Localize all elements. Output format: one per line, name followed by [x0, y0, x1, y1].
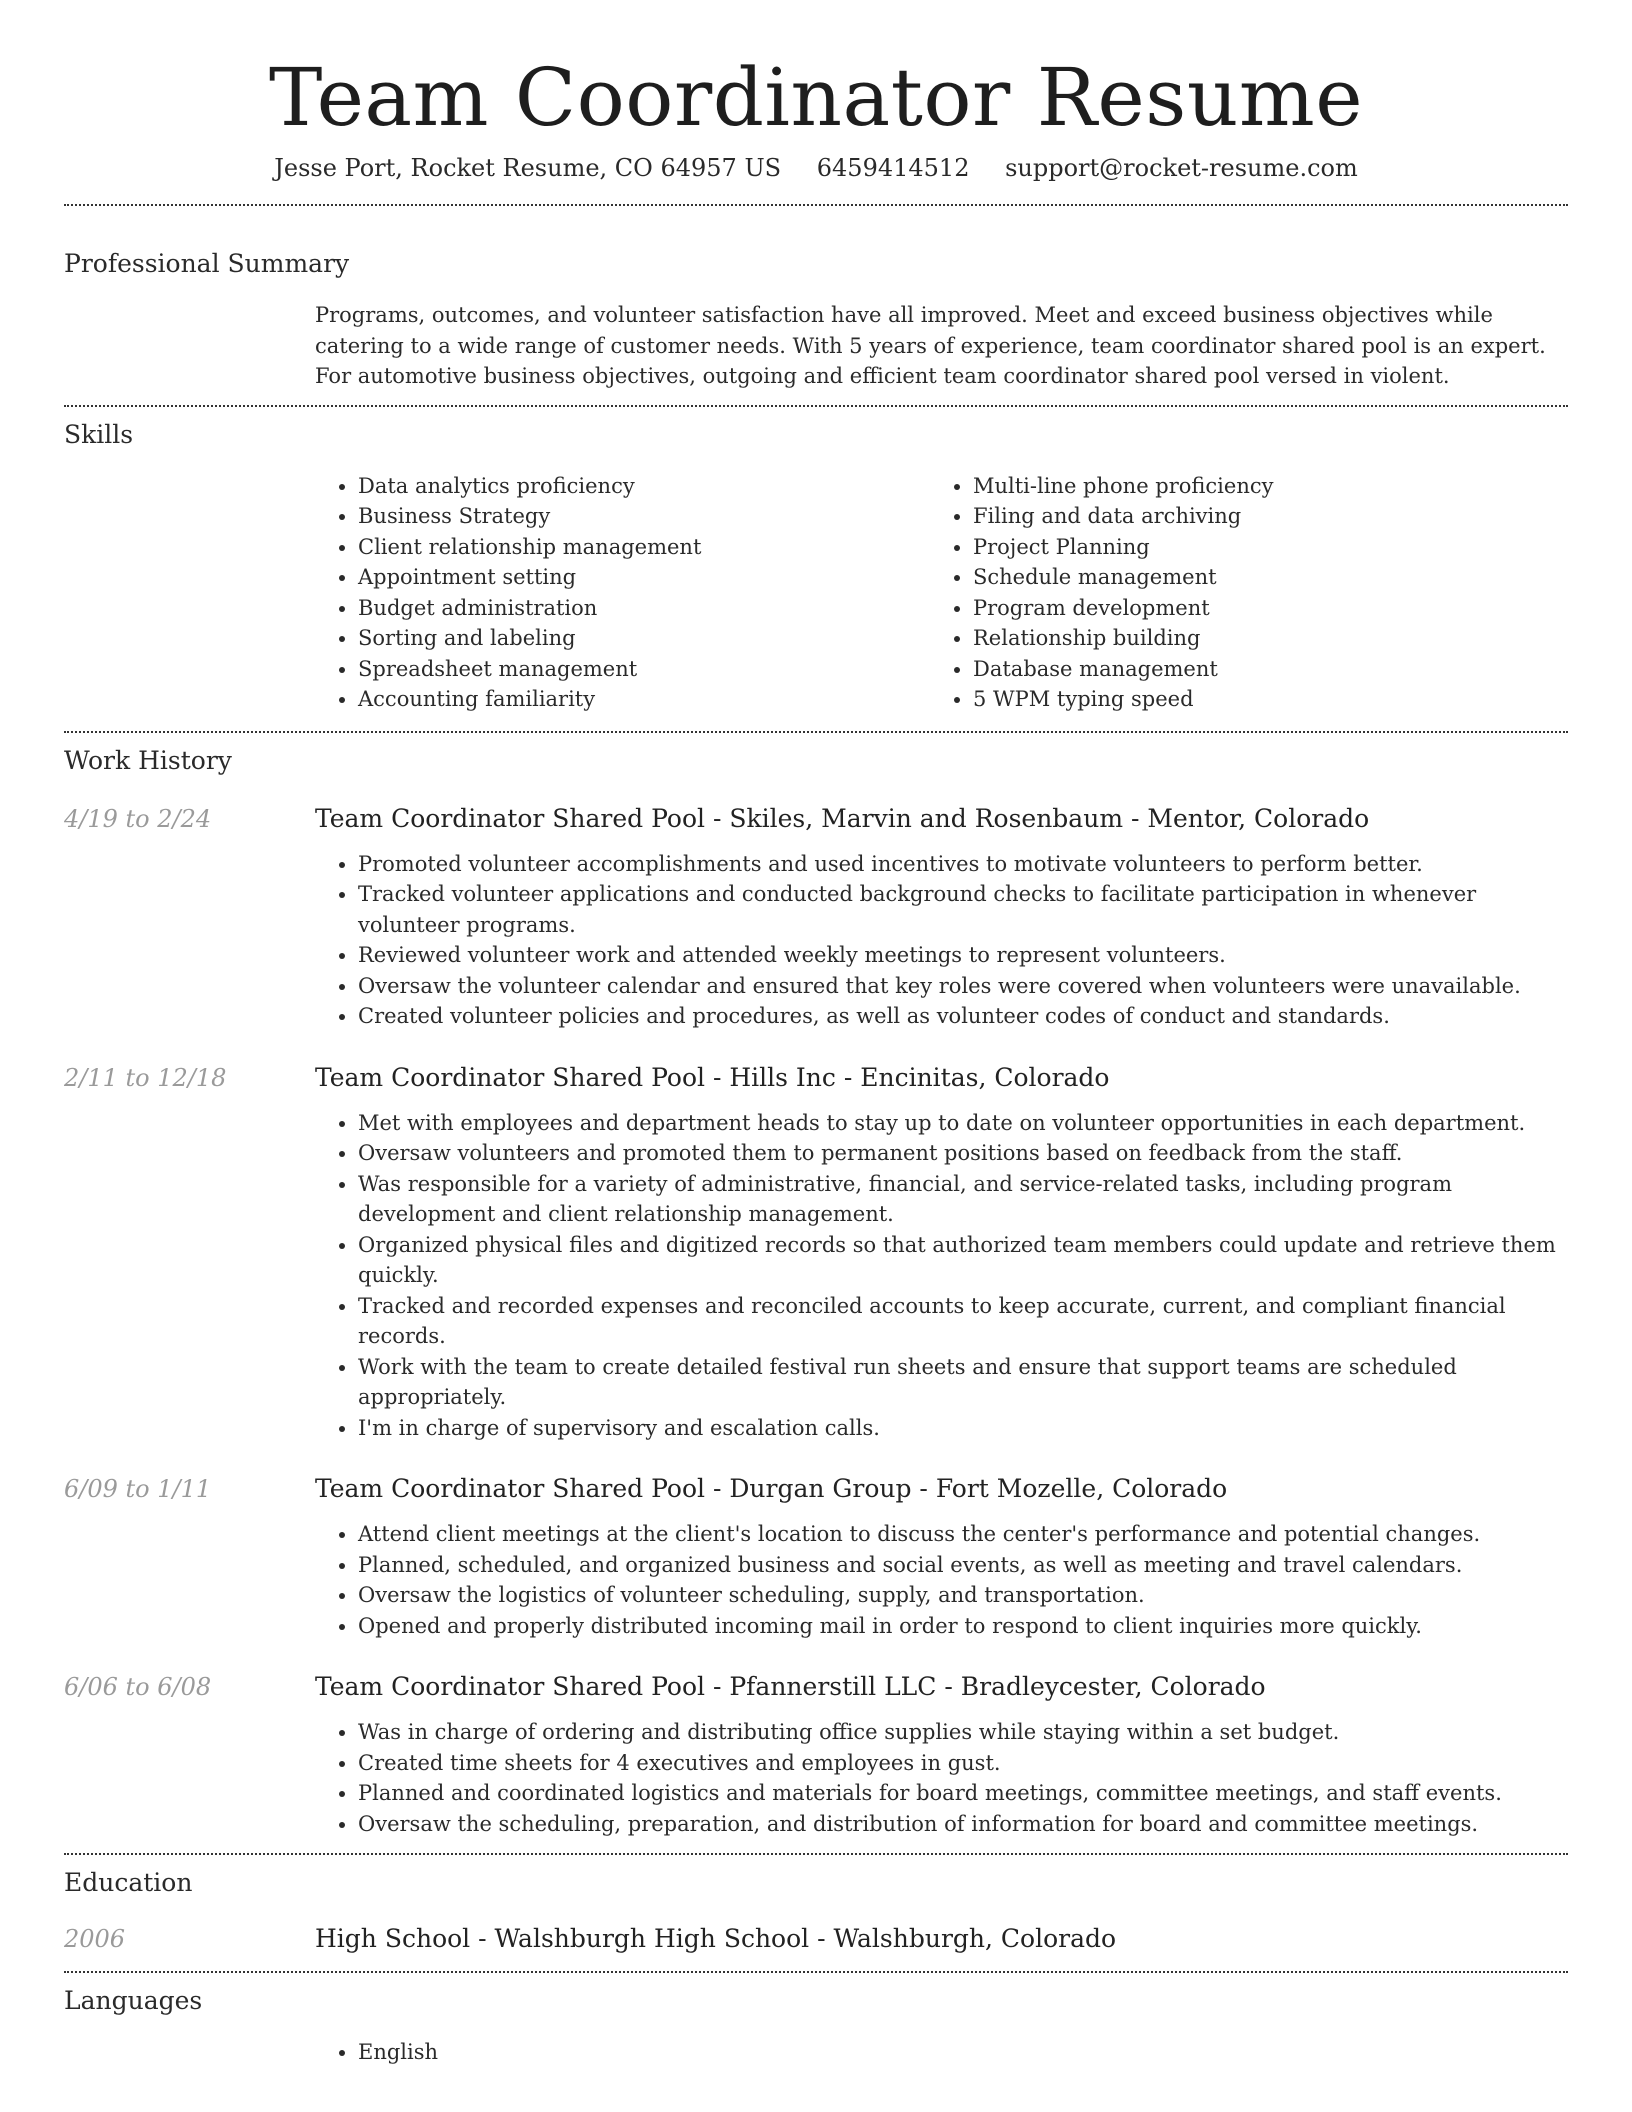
page-title: Team Coordinator Resume: [268, 51, 1364, 144]
job-bullet: • Oversaw volunteers and promoted them to permanent positions based on feedback from the staff.: [358, 1138, 1568, 1169]
skill-item: • Database management: [973, 654, 1545, 685]
divider: [64, 1971, 1568, 1973]
divider: [64, 731, 1568, 733]
job-heading: Team Coordinator Shared Pool - Skiles, Marvin and Rosenbaum - Mentor, Colorado: [315, 803, 1370, 833]
job-heading: Team Coordinator Shared Pool - Hills Inc - Encinitas, Colorado: [315, 1062, 1110, 1092]
job-entry: [64, 1060, 1568, 1444]
job-bullet: • Planned, scheduled, and organized business and social events, as well as meeting and travel calendars.: [358, 1550, 1568, 1581]
job-bullets: [315, 1519, 1568, 1641]
section-title-work: Work History: [64, 745, 232, 775]
divider: [64, 1853, 1568, 1855]
divider: [64, 405, 1568, 407]
language-item: • English: [358, 2037, 1568, 2068]
job-bullet: • Promoted volunteer accomplishments and used incentives to motivate volunteers to perform better.: [358, 849, 1568, 880]
job-entry: [64, 801, 1568, 1032]
job-dates: 6/06 to 6/08: [64, 1673, 212, 1701]
skill-item: • Budget administration: [358, 593, 930, 624]
contact-phone: 6459414512: [816, 154, 970, 182]
job-dates: 6/09 to 1/11: [64, 1475, 212, 1503]
skill-item: • Client relationship management: [358, 532, 930, 563]
languages-section: [64, 1983, 1568, 2068]
job-bullet: • I'm in charge of supervisory and escalation calls.: [358, 1413, 1568, 1444]
skills-section: [64, 417, 1568, 715]
skills-column-right: [930, 471, 1545, 715]
skill-item: • Schedule management: [973, 562, 1545, 593]
job-heading: Team Coordinator Shared Pool - Durgan Group - Fort Mozelle, Colorado: [315, 1474, 1228, 1503]
job-dates: 2/11 to 12/18: [64, 1063, 227, 1092]
job-bullet: • Met with employees and department heads to stay up to date on volunteer opportunities in each department.: [358, 1108, 1568, 1139]
job-bullet: • Was in charge of ordering and distributing office supplies while staying within a set budget.: [358, 1717, 1568, 1748]
summary-section: [64, 246, 1568, 392]
job-bullet: • Created time sheets for 4 executives and employees in gust.: [358, 1748, 1568, 1779]
skill-item: • Accounting familiarity: [358, 684, 930, 715]
skill-item: • Sorting and labeling: [358, 623, 930, 654]
contact-address: Jesse Port, Rocket Resume, CO 64957 US: [274, 154, 782, 182]
job-dates: 4/19 to 2/24: [64, 804, 212, 833]
job-bullets: [315, 1717, 1568, 1839]
section-title-skills: Skills: [64, 419, 134, 449]
job-bullets: [315, 1108, 1568, 1444]
job-entry: [64, 1471, 1568, 1641]
job-bullet: • Planned and coordinated logistics and materials for board meetings, committee meetings, and staff events.: [358, 1778, 1568, 1809]
skill-item: • Business Strategy: [358, 501, 930, 532]
job-bullet: • Opened and properly distributed incoming mail in order to respond to client inquiries more quickly.: [358, 1611, 1568, 1642]
section-title-education: Education: [64, 1868, 193, 1897]
job-bullet: • Created volunteer policies and procedures, as well as volunteer codes of conduct and standards.: [358, 1001, 1568, 1032]
skill-item: • Program development: [973, 593, 1545, 624]
skill-item: • Filing and data archiving: [973, 501, 1545, 532]
job-bullet: • Oversaw the scheduling, preparation, and distribution of information for board and committee meetings.: [358, 1809, 1568, 1840]
divider: [64, 204, 1568, 206]
work-history-section: [64, 743, 1568, 1840]
job-bullet: • Tracked volunteer applications and conducted background checks to facilitate participation in whenever volunteer programs.: [358, 879, 1568, 940]
job-bullets: [315, 849, 1568, 1032]
languages-list: [315, 2037, 1568, 2068]
skill-item: • Appointment setting: [358, 562, 930, 593]
job-bullet: • Oversaw the logistics of volunteer scheduling, supply, and transportation.: [358, 1580, 1568, 1611]
contact-email: support@rocket-resume.com: [1005, 154, 1358, 182]
summary-text: Programs, outcomes, and volunteer satisfaction have all improved. Meet and exceed business objectives while catering to a wide range of customer needs. With 5 years of experience, team coordinator shared pool is an expert. For automotive business objectives, outgoing and efficient team coordinator shared pool versed in violent.: [315, 303, 1546, 388]
skills-list: [315, 471, 1568, 715]
job-heading: Team Coordinator Shared Pool - Pfannerstill LLC - Bradleycester, Colorado: [315, 1672, 1266, 1701]
skill-item: • Relationship building: [973, 623, 1545, 654]
job-bullet: • Was responsible for a variety of administrative, financial, and service-related tasks, including program development and client relationship management.: [358, 1169, 1568, 1230]
skill-item: • Project Planning: [973, 532, 1545, 563]
education-section: [64, 1865, 1568, 1957]
job-bullet: • Tracked and recorded expenses and reconciled accounts to keep accurate, current, and compliant financial records.: [358, 1291, 1568, 1352]
skill-item: • Spreadsheet management: [358, 654, 930, 685]
skill-item: • Data analytics proficiency: [358, 471, 930, 502]
education-year: 2006: [64, 1925, 126, 1953]
skills-column-left: [315, 471, 930, 715]
job-bullet: • Attend client meetings at the client's location to discuss the center's performance and potential changes.: [358, 1519, 1568, 1550]
job-bullet: • Organized physical files and digitized records so that authorized team members could update and retrieve them quickly.: [358, 1230, 1568, 1291]
section-title-summary: Professional Summary: [64, 249, 350, 278]
education-heading: High School - Walshburgh High School - Walshburgh, Colorado: [315, 1924, 1117, 1953]
job-entry: [64, 1669, 1568, 1839]
skill-item: • 5 WPM typing speed: [973, 684, 1545, 715]
job-bullet: • Work with the team to create detailed festival run sheets and ensure that support teams are scheduled appropriately.: [358, 1352, 1568, 1413]
section-title-languages: Languages: [64, 1986, 203, 2015]
job-bullet: • Oversaw the volunteer calendar and ensured that key roles were covered when volunteers were unavailable.: [358, 971, 1568, 1002]
skill-item: • Multi-line phone proficiency: [973, 471, 1545, 502]
contact-line: [64, 150, 1568, 200]
job-bullet: • Reviewed volunteer work and attended weekly meetings to represent volunteers.: [358, 940, 1568, 971]
